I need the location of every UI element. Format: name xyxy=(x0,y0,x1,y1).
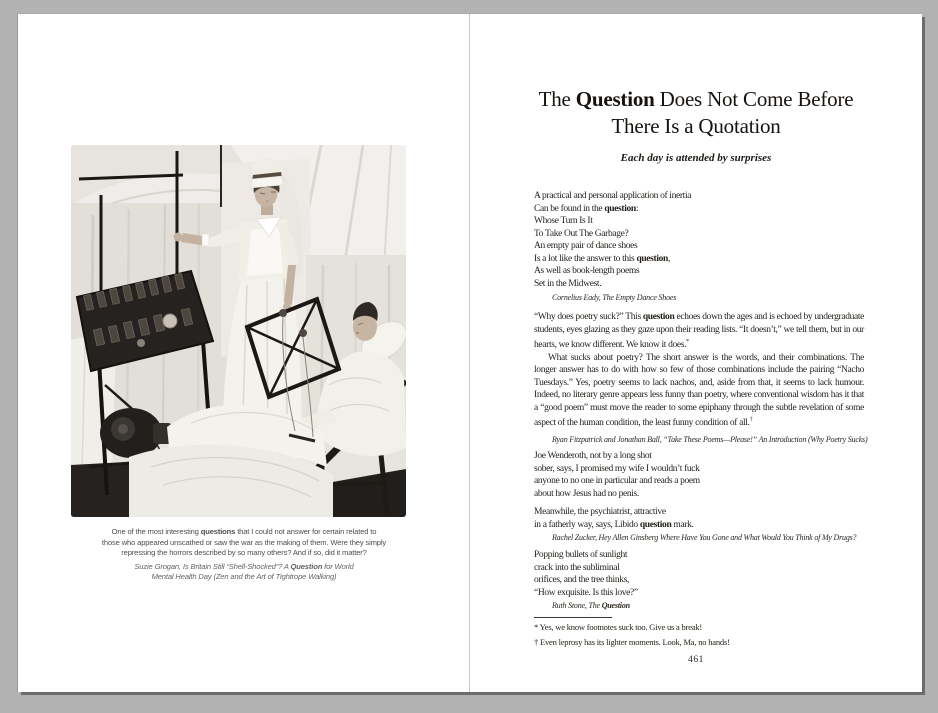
prose-excerpt xyxy=(534,311,864,430)
poem-line: Can be found in the question: xyxy=(534,203,639,214)
photo-caption xyxy=(18,527,470,583)
poem-line: An empty pair of dance shoes xyxy=(534,241,638,251)
poem-line: anyone to no one in particular and reads a poem xyxy=(534,476,700,486)
poem-line: Is a lot like the answer to this question, xyxy=(534,253,670,264)
chapter-title: The Question Does Not Come Before There Is a Quotation xyxy=(538,87,854,138)
poem-line: Joe Wenderoth, not by a long shot xyxy=(534,451,652,461)
photo-caption-line: repressing the horrors described by so many others? And if so, did it matter? xyxy=(121,548,367,557)
source-attribution: Cornelius Eady, The Empty Dance Shoes xyxy=(552,293,677,302)
poem-line: Popping bullets of sunlight xyxy=(534,550,628,560)
poem-line: A practical and personal application of inertia xyxy=(534,191,692,201)
poem-stone xyxy=(534,549,864,599)
prose-paragraph: “Why does poetry suck?” This question echoes down the ages and is echoed by undergraduate students, eyes glazing as they gaze upon their reading lists. “It doesn’t,” we tell them, but in our hearts, we know different. We know it does.* xyxy=(534,312,865,351)
page-number: 461 xyxy=(687,655,705,665)
poem-line: Set in the Midwest. xyxy=(534,278,602,289)
poem-line: crack into the subliminal xyxy=(534,562,620,573)
photo-caption-line: One of the most interesting questions that I could not answer for certain related to xyxy=(111,527,377,536)
source-attribution: Ruth Stone, The Question xyxy=(552,601,630,610)
page-gutter xyxy=(469,14,470,692)
poem-eady xyxy=(534,190,864,290)
book-page-right xyxy=(470,14,922,692)
poem-line: orifices, and the tree thinks, xyxy=(534,575,630,585)
poem-line: about how Jesus had no penis. xyxy=(534,488,639,499)
poem-line: in a fatherly way, says, Libido question mark. xyxy=(534,519,694,530)
source-attribution: Ryan Fitzpatrick and Jonathan Ball, “Take These Poems—Please!” An Introduction (Why Poetry Sucks) xyxy=(552,435,868,444)
footnote: † Even leprosy has its lighter moments. Look, Ma, no hands! xyxy=(534,637,730,647)
photo-illustration xyxy=(71,145,406,517)
photo-caption-attribution: Suzie Grogan, Is Britain Still “Shell-Shocked”? A Question for World Mental Health Day (Zen and the Art of Tightrope Walking) xyxy=(134,561,354,581)
chapter-epigraph: Each day is attended by surprises xyxy=(620,152,772,164)
book-spread xyxy=(18,14,922,692)
poem-line: Whose Turn Is It xyxy=(534,216,593,226)
source-attribution: Rachel Zucker, Hey Allen Ginsberg Where Have You Gone and What Would You Think of My Drugs? xyxy=(552,533,857,542)
prose-paragraph: What sucks about poetry? The short answer is the words, and their combinations. The longer answer has to do with how so few of those combinations include the pairing “Nacho Tuesdays.” Yes, poetry seems to lack nachos, and, aside from that, it seems to lack humour. Indeed, no literary genre appears less funny than poetry, where conventional wisdom has it that a “good poem” must move the reader to some epiphany through the subtle revelation of some aspect of the human condition, the least funny condition of all.† xyxy=(534,352,864,429)
footnote-rule xyxy=(534,617,612,618)
footnote: * Yes, we know footnotes suck too. Give us a break! xyxy=(534,622,703,632)
poem-line: To Take Out The Garbage? xyxy=(534,228,629,239)
poem-zucker xyxy=(534,450,864,531)
poem-line: As well as book-length poems xyxy=(534,266,640,276)
poem-line: “How exquisite. Is this love?” xyxy=(534,587,638,598)
book-page-left xyxy=(18,14,470,692)
poem-line: Meanwhile, the psychiatrist, attractive xyxy=(534,507,666,517)
poem-line: sober, says, I promised my wife I wouldn’t fuck xyxy=(534,463,700,474)
photo-electrotherapy-session xyxy=(71,145,406,517)
photo-caption-line: those who appeared unscathed or saw the war as the making of them. Were they simply xyxy=(101,537,387,547)
